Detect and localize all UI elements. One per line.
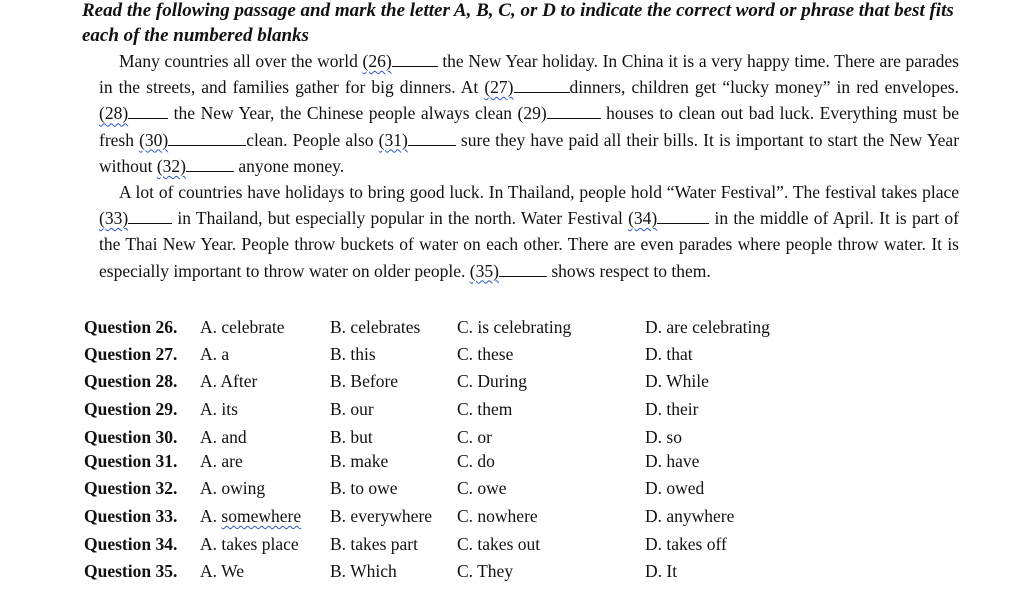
option-c: C. them [457, 399, 513, 419]
option-a: A. its [200, 399, 238, 419]
blank-number-28: (28) [99, 103, 129, 124]
option-a [200, 503, 301, 529]
option-d: D. that [645, 344, 693, 364]
blank-number-26: (26) [362, 51, 392, 71]
reading-passage [99, 48, 959, 284]
option-prefix: A. [200, 506, 222, 526]
option-a: A. We [200, 561, 244, 581]
option-c: C. or [457, 427, 492, 447]
blank-line [186, 157, 234, 172]
blank-line [514, 78, 570, 93]
option-c: C. these [457, 344, 514, 364]
option-b: B. takes part [330, 534, 418, 554]
passage-text: the New Year holiday. In China it is a very happy time. There are parades in the streets, and families gather for big dinners. At [99, 51, 959, 98]
question-label: Question 28. [84, 371, 178, 391]
option-a: A. After [200, 371, 258, 391]
passage-text: in the middle of April. It is part of the Thai New Year. People throw buckets of water on each other. There are even parades where people throw water. It is especially important to throw water on older people. [99, 208, 959, 281]
option-b: B. make [330, 451, 389, 471]
option-c: C. They [457, 561, 514, 581]
option-a: A. a [200, 344, 230, 364]
option-b: B. our [330, 399, 374, 419]
question-label: Question 29. [84, 399, 178, 419]
option-c: C. is celebrating [457, 317, 572, 337]
question-label: Question 35. [84, 561, 178, 581]
option-a-word: somewhere [221, 506, 302, 526]
option-d: D. owed [645, 478, 705, 498]
option-d: D. so [645, 427, 682, 447]
question-label: Question 27. [84, 344, 178, 364]
option-b: B. everywhere [330, 506, 433, 526]
blank-number-33: (33) [99, 208, 129, 229]
option-d: D. While [645, 371, 709, 391]
option-c: C. During [457, 371, 527, 391]
option-b: B. celebrates [330, 317, 421, 337]
option-c: C. owe [457, 478, 507, 498]
question-label: Question 34. [84, 534, 178, 554]
blank-line [128, 209, 172, 224]
passage-text: anyone money. [234, 155, 345, 176]
option-b: B. Before [330, 371, 399, 391]
passage-text: dinners, children get “lucky money” in red envelopes. [569, 77, 959, 98]
passage-text: shows respect to them. [546, 260, 711, 281]
passage-paragraph-1 [99, 48, 959, 179]
option-c: C. takes out [457, 534, 541, 554]
option-b: B. Which [330, 561, 397, 581]
passage-text: A lot of countries have holidays to bring good luck. In Thailand, people hold “Water Festival”. The festival takes place [119, 182, 959, 203]
option-c: C. nowhere [457, 506, 538, 526]
option-b: B. this [330, 344, 376, 364]
question-label: Question 33. [84, 506, 178, 526]
passage-text: clean. People also [246, 129, 379, 150]
passage-text: in Thailand, but especially popular in the north. Water Festival [172, 208, 629, 229]
question-label: Question 31. [84, 451, 178, 471]
passage-paragraph-2 [99, 179, 959, 284]
option-a: A. and [200, 427, 247, 447]
blank-number-31: (31) [378, 129, 408, 150]
option-b: B. but [330, 427, 373, 447]
option-b: B. to owe [330, 478, 398, 498]
option-d: D. anywhere [645, 506, 735, 526]
passage-text: houses to clean out bad luck. Everything must be fresh [99, 103, 959, 150]
option-a: A. takes place [200, 534, 299, 554]
blank-number-30: (30) [139, 129, 169, 150]
option-a: A. celebrate [200, 317, 285, 337]
blank-number-35: (35) [469, 260, 499, 281]
blank-line [499, 262, 547, 277]
blank-number-32: (32) [156, 155, 187, 176]
option-a: A. owing [200, 478, 266, 498]
option-a: A. are [200, 451, 243, 471]
passage-text: the New Year, the Chinese people always clean (29) [168, 103, 547, 124]
blank-line [392, 52, 438, 67]
question-label: Question 26. [84, 317, 178, 337]
blank-number-34: (34) [628, 208, 658, 229]
passage-text: sure they have paid all their bills. It is important to start the New Year without [99, 129, 960, 176]
question-label: Question 30. [84, 427, 178, 447]
blank-line [408, 131, 456, 146]
question-label: Question 32. [84, 478, 178, 498]
blank-line [547, 104, 601, 119]
option-d: D. their [645, 399, 699, 419]
option-d: D. takes off [645, 534, 727, 554]
option-c: C. do [457, 451, 495, 471]
blank-line [168, 131, 246, 146]
option-d: D. It [645, 561, 678, 581]
option-d: D. have [645, 451, 700, 471]
instruction-heading: Read the following passage and mark the letter A, B, C, or D to indicate the correct word or phrase that best fits each of the numbered blanks [82, 0, 954, 46]
passage-text: Many countries all over the world [119, 51, 363, 71]
blank-line [657, 209, 709, 224]
blank-line [128, 104, 168, 119]
blank-number-27: (27) [484, 77, 514, 98]
option-d: D. are celebrating [645, 317, 770, 337]
